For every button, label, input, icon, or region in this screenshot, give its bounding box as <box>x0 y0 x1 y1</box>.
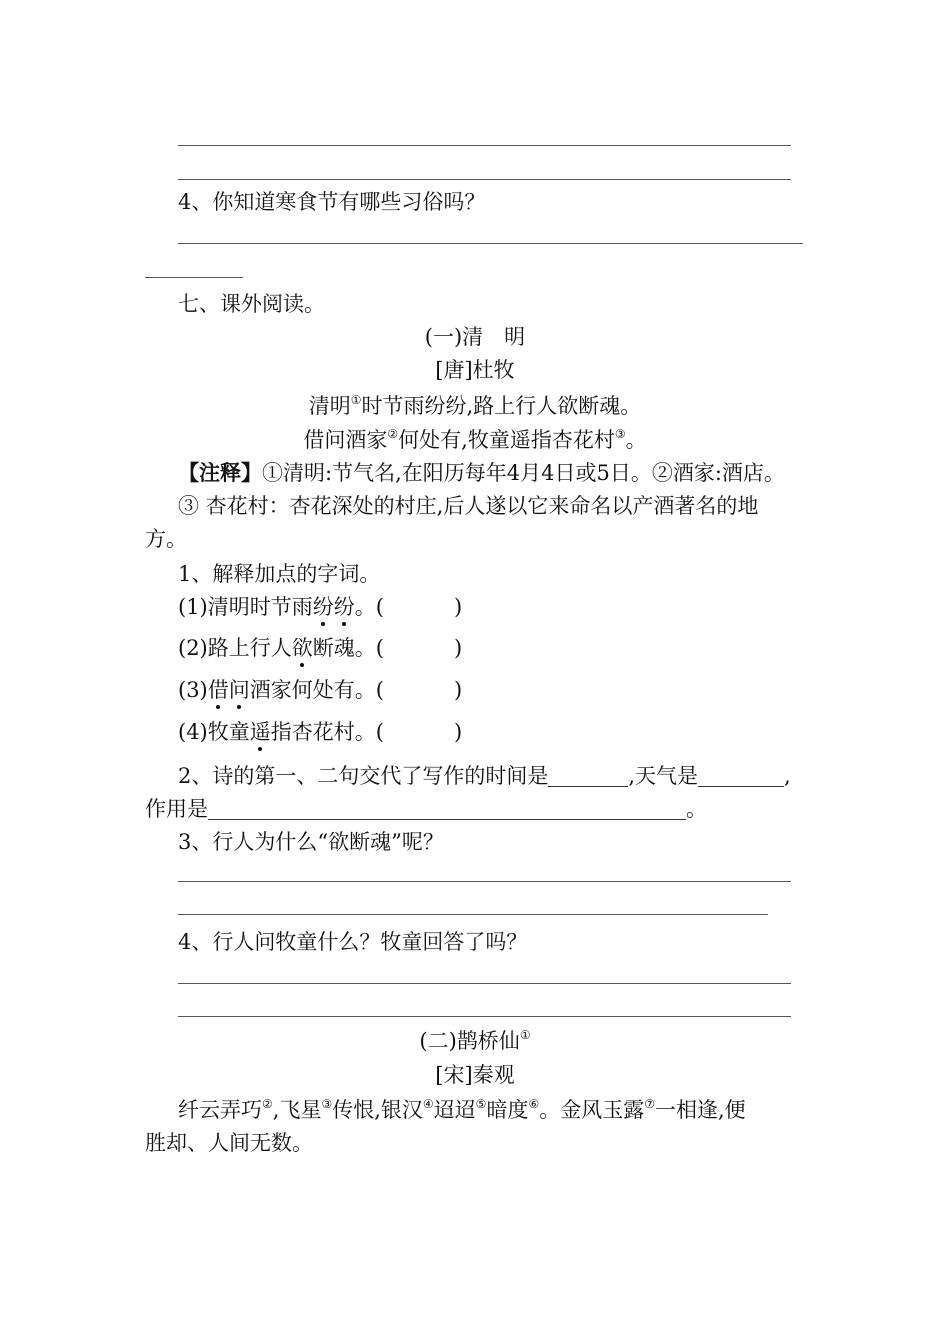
question-2-line1: 2、诗的第一、二句交代了写作的时间是 ,天气是 , <box>178 764 791 788</box>
time-blank[interactable] <box>548 766 628 787</box>
q1-item-2: (2)路上行人欲断魂。( ) <box>178 636 463 660</box>
question-3: 3、行人为什么“欲断魂”呢？ <box>178 830 444 854</box>
question-4: 4、行人问牧童什么？牧童回答了吗？ <box>178 930 528 954</box>
annotation-label: 【注释】 <box>178 460 262 485</box>
poem2-author: [宋]秦观 <box>435 1063 515 1087</box>
poem1-line1: 清明①时节雨纷纷,路上行人欲断魂。 <box>308 393 642 418</box>
poem1-line2: 借问酒家②何处有,牧童遥指杏花村③。 <box>303 427 647 452</box>
section-heading: 七、课外阅读。 <box>178 292 325 316</box>
answer-line[interactable] <box>178 145 791 146</box>
answer-line[interactable] <box>178 983 791 984</box>
answer-line[interactable] <box>178 179 791 180</box>
q1-item-4: (4)牧童遥指杏花村。( ) <box>178 720 463 744</box>
poem2-line2: 胜却、人间无数。 <box>145 1131 313 1155</box>
answer-line[interactable] <box>178 243 803 244</box>
poem1-author: [唐]杜牧 <box>435 358 515 382</box>
answer-line[interactable] <box>178 1016 791 1017</box>
question-4-prev: 4、你知道寒食节有哪些习俗吗？ <box>178 190 486 214</box>
annotation-line-1: 【注释】①清明:节气名,在阳历每年4月4日或5日。②酒家:酒店。 <box>178 460 785 485</box>
poem2-line1: 纤云弄巧②,飞星③传恨,银汉④迢迢⑤暗度⑥。金风玉露⑦一相逢,便 <box>178 1097 746 1122</box>
q1-item-3: (3)借问酒家何处有。( ) <box>178 678 463 702</box>
effect-blank[interactable] <box>208 799 686 820</box>
answer-line[interactable] <box>178 881 791 882</box>
weather-blank[interactable] <box>698 766 784 787</box>
poem2-title: (二)鹊桥仙① <box>419 1028 531 1053</box>
q1-item-1: (1)清明时节雨纷纷。( ) <box>178 595 463 619</box>
annotation-line-2: ③ 杏花村：杏花深处的村庄,后人遂以它来命名以产酒著名的地 <box>178 494 759 518</box>
answer-line[interactable] <box>145 277 243 278</box>
question-1: 1、解释加点的字词。 <box>178 562 381 586</box>
poem1-title: (一)清 明 <box>424 325 526 349</box>
answer-line[interactable] <box>178 914 768 915</box>
question-2-line2: 作用是 。 <box>145 797 707 821</box>
annotation-line-3: 方。 <box>145 527 187 551</box>
